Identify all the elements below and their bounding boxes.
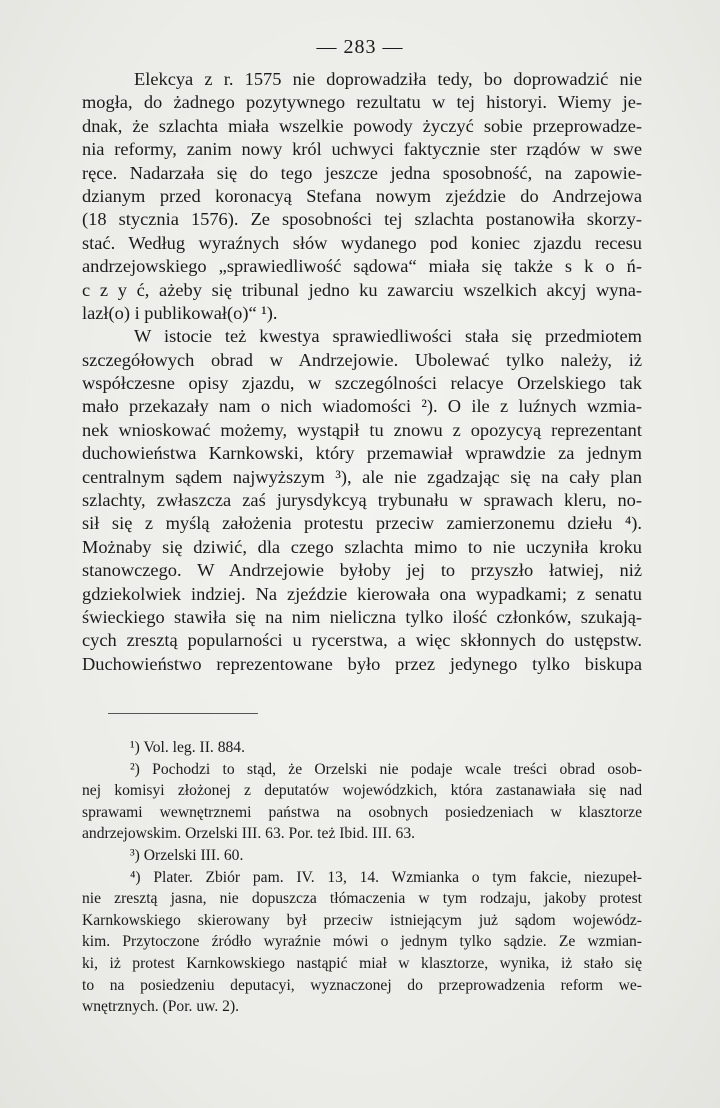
footnotes [82, 737, 642, 1018]
text-line: centralnym sądem najwyższym ³), ale nie zgadzając się na cały plan [82, 466, 642, 487]
text-line: stanowczego. W Andrzejowie byłoby jej to przyszło łatwiej, niż [82, 560, 642, 581]
footnote-line: ²) Pochodzi to stąd, że Orzelski nie podaje wcale treści obrad osob- [130, 760, 642, 778]
text-line: mogła, do żadnego pozytywnego rezultatu w tej historyi. Wiemy je- [82, 92, 642, 113]
footnote-line: wnętrznych. (Por. uw. 2). [82, 998, 240, 1016]
text-line: szczegółowych obrad w Andrzejowie. Ubolewać tylko należy, iż [82, 349, 642, 370]
text-line: W istocie też kwestya sprawiedliwości stała się przedmiotem [134, 326, 642, 347]
text-line: mało przekazały nam o nich wiadomości ²). O ile z luźnych wzmia- [82, 396, 642, 417]
page-number: — 283 — [316, 36, 404, 58]
body-text [82, 68, 642, 676]
text-line: cych zresztą popularności u rycerstwa, a więc skłonnych do ustępstw. [82, 630, 642, 651]
text-line: ręce. Nadarzała się do tego jeszcze jedna sposobność, na zapowie- [82, 162, 642, 183]
footnote-line: nie zresztą jasna, nie dopuszcza tłómaczenia w tym rodzaju, jakoby protest [82, 890, 642, 908]
footnote-line: to na posiedzeniu deputacyi, wyznaczonej do przeprowadzenia reform we- [82, 976, 642, 994]
text-line: nek wnioskować możemy, wystąpił tu znowu z opozycyą reprezentant [82, 419, 642, 440]
footnote-line: kim. Przytoczone źródło wyraźnie mówi o jednym tylko sądzie. Ze wzmian- [82, 933, 642, 951]
footnote-line: ⁴) Plater. Zbiór pam. IV. 13, 14. Wzmianka o tym fakcie, niezupeł- [130, 868, 642, 886]
text-line: duchowieństwa Karnkowski, który przemawiał wprawdzie za jednym [82, 443, 642, 464]
text-line: współczesne opisy zjazdu, w szczególności relacye Orzelskiego tak [82, 373, 642, 394]
text-line: (18 stycznia 1576). Ze sposobności tej szlachta postanowiła skorzy- [82, 209, 642, 230]
text-line: Duchowieństwo reprezentowane było przez jedynego tylko biskupa [82, 653, 642, 674]
text-line: lazł(o) i publikował(o)“ ¹). [82, 302, 278, 323]
footnote-divider [108, 713, 258, 714]
footnote-line: ³) Orzelski III. 60. [130, 846, 244, 864]
text-line: świeckiego stawiła się na nim nieliczna tylko ilość członków, szukają- [82, 606, 642, 627]
text-line: c z y ć, ażeby się tribunal jedno ku zawarciu wszelkich akcyj wyna- [82, 279, 642, 300]
footnote-line: sprawami wewnętrznemi państwa na osobnych posiedzeniach w klasztorze [82, 803, 642, 821]
footnote-line: Karnkowskiego skierowany był przeciw istniejącym już sądom wojewódz- [82, 911, 642, 929]
text-line: stać. Według wyraźnych słów wydanego pod koniec zjazdu recesu [82, 232, 642, 253]
footnote-line: ¹) Vol. leg. II. 884. [130, 739, 245, 756]
text-line: sił się z myślą założenia protestu przeciw zamierzonemu dziełu ⁴). [82, 513, 642, 534]
text-line: Elekcya z r. 1575 nie doprowadziła tedy, bo doprowadzić nie [134, 69, 642, 89]
footnote-line: ki, iż protest Karnkowskiego nastąpić miał w klasztorze, wynika, iż stało się [82, 954, 642, 972]
text-line: szlachty, zwłaszcza zaś jurysdykcyą trybunału w sprawach kleru, no- [82, 490, 642, 511]
footnote-line: andrzejowskim. Orzelski III. 63. Por. też Ibid. III. 63. [82, 825, 416, 843]
text-line: Możnaby się dziwić, dla czego szlachta mimo to nie uczyniła kroku [82, 536, 642, 557]
text-line: gdziekolwiek indziej. Na zjeździe kierowała ona wypadkami; z senatu [82, 583, 642, 604]
text-line: andrzejowskiego „sprawiedliwość sądowa“ miała się także s k o ń- [82, 256, 642, 277]
text-line: dzianym przed koronacyą Stefana nowym zjeździe do Andrzejowa [82, 185, 642, 206]
text-line: nia reformy, zanim nowy król uchwyci faktycznie ster rządów w swe [82, 139, 642, 160]
text-line: dnak, że szlachta miała wszelkie powody życzyć sobie przeprowadze- [82, 115, 642, 136]
footnote-line: nej komisyi złożonej z deputatów wojewódzkich, która zastanawiała się nad [82, 782, 642, 800]
